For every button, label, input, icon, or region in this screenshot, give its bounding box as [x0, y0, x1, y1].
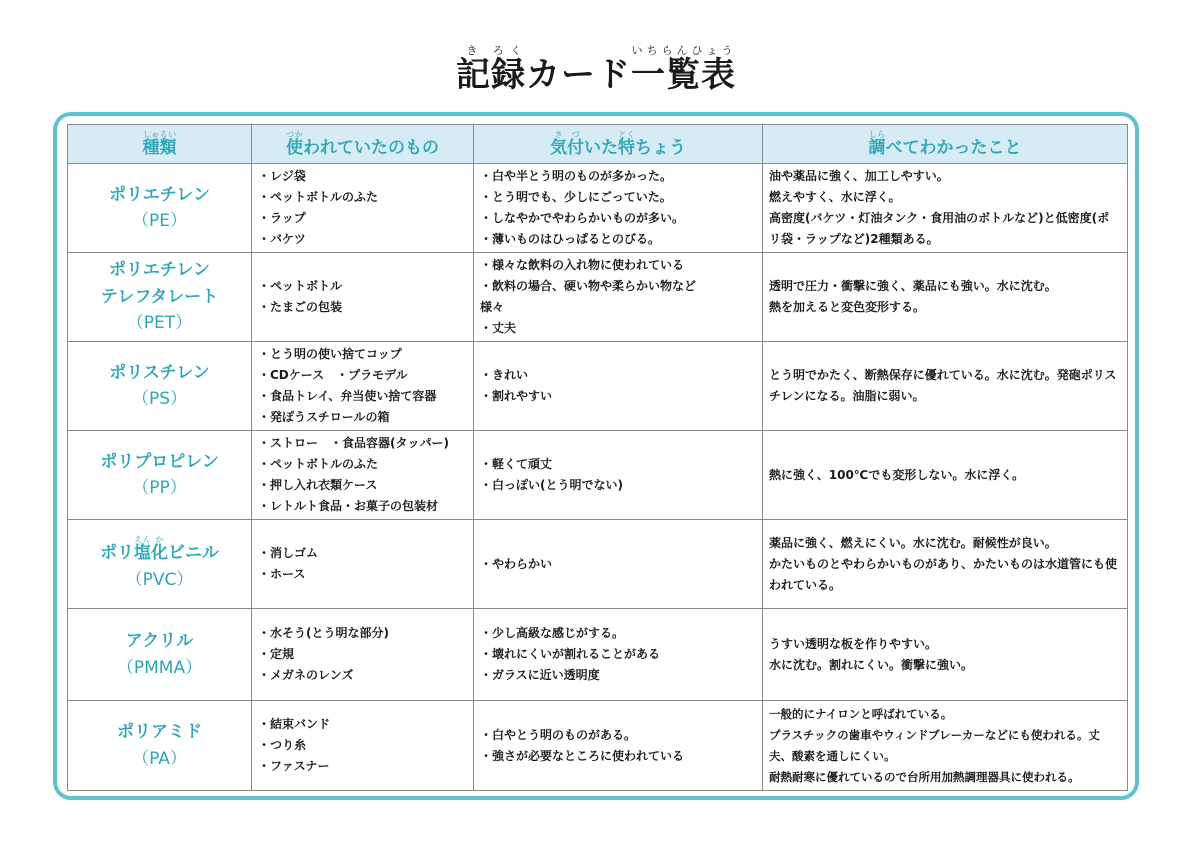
- kind-abbr: （PVC）: [125, 569, 194, 590]
- list-item: ・とう明の使い捨てコップ: [258, 347, 402, 361]
- list-item: ・やわらかい: [480, 556, 553, 571]
- list-item: ・白や半とう明のものが多かった。: [480, 169, 673, 183]
- kind-abbr: （PS）: [131, 389, 188, 409]
- kind-cell: [68, 253, 252, 342]
- list-item: ・少し高級な感じがする。: [480, 626, 625, 640]
- table-row: [68, 253, 1128, 342]
- list-item: ・ストロー ・食品容器(タッパー): [258, 436, 449, 450]
- kind-name: ポリアミド: [117, 722, 202, 743]
- kind-name: ポリエチレン: [109, 184, 210, 205]
- list-item: ・割れやすい: [480, 389, 553, 403]
- kind-name: ポリプロピレン: [100, 451, 219, 472]
- list-item: ・たまごの包装: [258, 300, 343, 314]
- page-title-wrap: [0, 44, 1192, 100]
- features-cell: [474, 431, 763, 520]
- kind-name: ポリエチレン: [109, 260, 210, 281]
- table-row: [68, 609, 1128, 701]
- list-item: ・レジ袋: [258, 169, 306, 183]
- features-cell: [474, 253, 763, 342]
- list-item: 様々: [480, 300, 505, 314]
- header-kind: 種類しゅるい: [68, 125, 252, 164]
- kind-cell: [68, 701, 252, 791]
- list-item: ・白やとう明のものがある。: [480, 727, 637, 742]
- list-item: ・丈夫: [480, 321, 517, 335]
- header-features: 気き付づいた特とくちょう: [474, 125, 763, 164]
- features-cell: [474, 342, 763, 431]
- list-item: ・水そう(とう明な部分): [258, 626, 389, 640]
- list-item: ・ペットボトルのふた: [258, 190, 379, 204]
- table-row: [68, 164, 1128, 253]
- uses-cell: [252, 164, 474, 253]
- list-item: ・壊れにくいが割れることがある: [480, 647, 661, 661]
- header-uses: 使つかわれていたのもの: [252, 125, 474, 164]
- findings-cell: 油や薬品に強く、加工しやすい。 燃えやすく、水に浮く。 高密度(バケツ・灯油タンク・食用油のボトルなど)と低密度(ポリ袋・ラップなど)2種類ある。: [763, 164, 1128, 253]
- kind-abbr: （PP）: [132, 478, 187, 498]
- kind-abbr: （PE）: [132, 211, 187, 231]
- title-ruby: き: [456, 44, 491, 57]
- table-row: [68, 701, 1128, 791]
- list-item: ・軽くて頑丈: [480, 457, 553, 471]
- list-item: ・食品トレイ、弁当使い捨て容器: [258, 389, 437, 403]
- title-kanji: 一覧表: [631, 55, 736, 95]
- kind-name: ポリ塩えん化かビニル: [100, 535, 219, 564]
- table-row: [68, 431, 1128, 520]
- kind-name: アクリル: [125, 631, 194, 652]
- kind-cell: [68, 520, 252, 609]
- kind-cell: [68, 609, 252, 701]
- list-item: ・薄いものはひっぱるとのびる。: [480, 232, 661, 246]
- findings-cell: 熱に強く、100℃でも変形しない。水に浮く。: [763, 431, 1128, 520]
- list-item: ・消しゴム: [258, 546, 319, 560]
- kind-name: テレフタレート: [100, 286, 219, 307]
- list-item: ・ペットボトル: [258, 279, 343, 293]
- list-item: ・ラップ: [258, 211, 306, 225]
- findings-cell: 透明で圧力・衝撃に強く、薬品にも強い。水に沈む。 熱を加えると変色変形する。: [763, 253, 1128, 342]
- kind-abbr: （PMMA）: [116, 657, 203, 678]
- record-card-table: [67, 124, 1128, 791]
- uses-cell: [252, 431, 474, 520]
- features-cell: [474, 164, 763, 253]
- list-item: ・CDケース ・プラモデル: [258, 368, 408, 382]
- list-item: ・バケツ: [258, 232, 306, 246]
- list-item: ・結束バンド: [258, 717, 331, 731]
- kind-cell: [68, 164, 252, 253]
- findings-cell: とう明でかたく、断熱保存に優れている。水に沈む。発砲ポリスチレンになる。油脂に弱い。: [763, 342, 1128, 431]
- findings-cell: 薬品に強く、燃えにくい。水に沈む。耐候性が良い。 かたいものとやわらかいものがあり、かたいものは水道管にも使われている。: [763, 520, 1128, 609]
- title-kanji: 録: [491, 55, 526, 95]
- list-item: ・レトルト食品・お菓子の包装材: [258, 499, 439, 513]
- header-findings: 調しらべてわかったこと: [763, 125, 1128, 164]
- list-item: ・メガネのレンズ: [258, 668, 354, 682]
- list-item: ・しなやかでやわらかいものが多い。: [480, 211, 685, 225]
- kind-cell: [68, 431, 252, 520]
- kind-abbr: （PET）: [126, 313, 193, 334]
- findings-cell: うすい透明な板を作りやすい。 水に沈む。割れにくい。衝撃に強い。: [763, 609, 1128, 701]
- findings-cell: 一般的にナイロンと呼ばれている。 プラスチックの歯車やウィンドブレーカーなどにも使われる。丈夫、酸素を通しにくい。 耐熱耐寒に優れているので台所用加熱調理器具に使われる。: [763, 701, 1128, 791]
- list-item: ・様々な飲料の入れ物に使われている: [480, 258, 685, 272]
- list-item: ・発ぽうスチロールの箱: [258, 410, 390, 424]
- list-item: ・押し入れ衣類ケース: [258, 478, 378, 492]
- title-kanji: 記: [456, 55, 491, 95]
- list-item: ・白っぽい(とう明でない): [480, 478, 623, 492]
- uses-cell: [252, 520, 474, 609]
- list-item: ・定規: [258, 647, 295, 661]
- list-item: ・ガラスに近い透明度: [480, 668, 600, 682]
- uses-cell: [252, 342, 474, 431]
- title-ruby: ろく: [491, 44, 526, 57]
- uses-cell: [252, 609, 474, 701]
- uses-cell: [252, 701, 474, 791]
- kind-name: ポリスチレン: [109, 362, 210, 383]
- list-item: ・飲料の場合、硬い物や柔らかい物など: [480, 279, 697, 293]
- features-cell: [474, 701, 763, 791]
- list-item: ・強さが必要なところに使われている: [480, 748, 685, 763]
- kind-abbr: （PA）: [132, 748, 187, 769]
- title-middle: カード: [526, 55, 631, 95]
- table-row: [68, 342, 1128, 431]
- uses-cell: [252, 253, 474, 342]
- kind-cell: [68, 342, 252, 431]
- list-item: ・ホース: [258, 567, 306, 581]
- table-row: [68, 520, 1128, 609]
- list-item: ・ペットボトルのふた: [258, 457, 379, 471]
- list-item: ・とう明でも、少しにごっていた。: [480, 190, 672, 204]
- header-row: [68, 125, 1128, 164]
- list-item: ・つり糸: [258, 738, 307, 752]
- page-title: [456, 44, 736, 100]
- features-cell: [474, 520, 763, 609]
- title-ruby: いちらんひょう: [631, 44, 736, 57]
- list-item: ・きれい: [480, 368, 529, 382]
- features-cell: [474, 609, 763, 701]
- list-item: ・ファスナー: [258, 759, 330, 773]
